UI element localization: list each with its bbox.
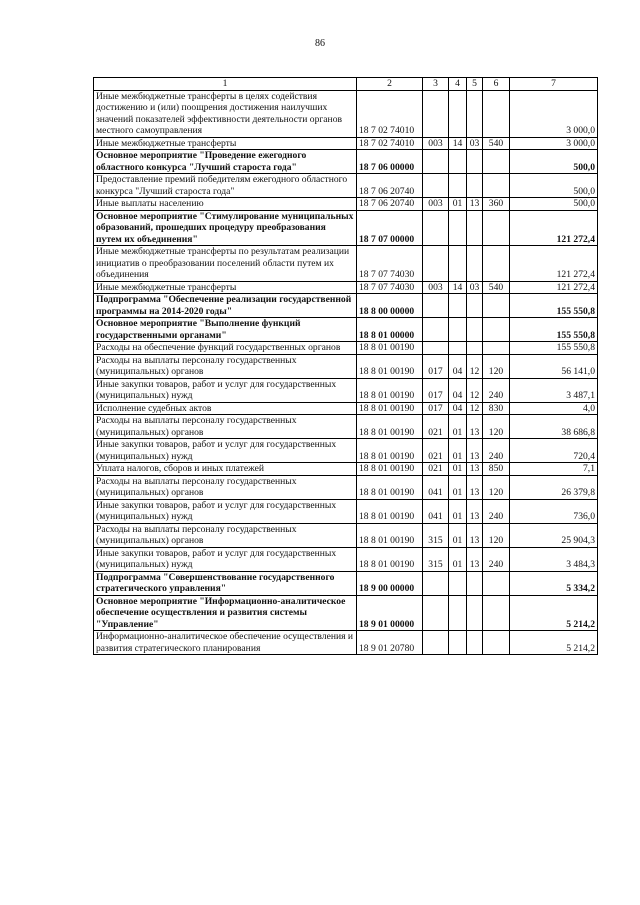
row-subsection [467,90,483,137]
row-section: 04 [449,402,467,415]
row-name: Предоставление премий победителям ежегодного областного конкурса "Лучший староста года" [94,174,357,198]
row-name: Расходы на выплаты персоналу государственных (муниципальных) органов [94,475,357,499]
row-amount: 5 334,2 [510,571,598,595]
row-expense-type [483,318,510,342]
row-name: Иные закупки товаров, работ и услуг для государственных (муниципальных) нужд [94,378,357,402]
row-ministry-code: 315 [423,547,449,571]
header-row [94,78,598,91]
row-name: Основное мероприятие "Стимулирование муниципальных образований, прошедших процедуру преобразования путем их объединения" [94,210,357,246]
header-cell: 7 [510,78,598,91]
table-row [94,463,598,476]
row-expense-type: 240 [483,439,510,463]
row-code: 18 8 01 00190 [357,499,423,523]
table-row [94,318,598,342]
row-amount: 5 214,2 [510,595,598,631]
row-expense-type [483,631,510,655]
row-section [449,246,467,282]
row-amount: 56 141,0 [510,354,598,378]
table-row [94,354,598,378]
table-row [94,475,598,499]
row-amount: 5 214,2 [510,631,598,655]
row-name: Подпрограмма "Совершенствование государственного стратегического управления" [94,571,357,595]
row-ministry-code: 021 [423,463,449,476]
row-subsection: 13 [467,475,483,499]
row-code: 18 8 01 00190 [357,475,423,499]
row-expense-type: 830 [483,402,510,415]
row-amount: 736,0 [510,499,598,523]
row-section: 01 [449,439,467,463]
table-row [94,499,598,523]
row-amount: 7,1 [510,463,598,476]
row-name: Уплата налогов, сборов и иных платежей [94,463,357,476]
row-name: Основное мероприятие "Выполнение функций государственными органами" [94,318,357,342]
row-expense-type: 240 [483,547,510,571]
row-amount: 121 272,4 [510,281,598,294]
row-code: 18 8 01 00190 [357,402,423,415]
row-amount: 155 550,8 [510,342,598,355]
table-row [94,246,598,282]
row-section [449,631,467,655]
table-row [94,523,598,547]
row-section [449,294,467,318]
row-ministry-code [423,342,449,355]
row-subsection: 03 [467,137,483,150]
table-row [94,294,598,318]
row-expense-type: 120 [483,523,510,547]
row-name: Иные закупки товаров, работ и услуг для государственных (муниципальных) нужд [94,499,357,523]
row-ministry-code [423,246,449,282]
row-name: Основное мероприятие "Информационно-аналитическое обеспечение осуществления и развития системы "Управление" [94,595,357,631]
row-code: 18 8 01 00190 [357,378,423,402]
row-ministry-code [423,595,449,631]
row-name: Исполнение судебных актов [94,402,357,415]
table-row [94,415,598,439]
row-code: 18 9 01 00000 [357,595,423,631]
row-name: Расходы на обеспечение функций государственных органов [94,342,357,355]
row-ministry-code: 315 [423,523,449,547]
row-expense-type [483,342,510,355]
row-section: 14 [449,137,467,150]
row-code: 18 8 01 00190 [357,547,423,571]
row-code: 18 8 01 00000 [357,318,423,342]
table-row [94,281,598,294]
row-expense-type: 360 [483,198,510,211]
row-section: 04 [449,354,467,378]
row-ministry-code: 003 [423,137,449,150]
row-code: 18 7 06 20740 [357,198,423,211]
row-subsection: 12 [467,378,483,402]
table-row [94,210,598,246]
row-name: Расходы на выплаты персоналу государственных (муниципальных) органов [94,523,357,547]
row-name: Иные межбюджетные трансферты [94,137,357,150]
row-code: 18 8 01 00190 [357,439,423,463]
table-row [94,137,598,150]
row-section: 14 [449,281,467,294]
row-ministry-code: 003 [423,281,449,294]
row-subsection [467,210,483,246]
row-subsection: 12 [467,402,483,415]
row-expense-type: 240 [483,499,510,523]
row-amount: 720,4 [510,439,598,463]
row-ministry-code [423,210,449,246]
row-name: Подпрограмма "Обеспечение реализации государственной программы на 2014-2020 годы" [94,294,357,318]
row-ministry-code: 041 [423,475,449,499]
row-code: 18 8 01 00190 [357,354,423,378]
table-row [94,595,598,631]
row-code: 18 7 07 74030 [357,281,423,294]
row-ministry-code [423,174,449,198]
row-amount: 25 904,3 [510,523,598,547]
row-ministry-code: 021 [423,415,449,439]
row-code: 18 7 07 00000 [357,210,423,246]
row-expense-type: 120 [483,354,510,378]
row-expense-type [483,210,510,246]
table-row [94,378,598,402]
row-ministry-code [423,631,449,655]
row-amount: 3 000,0 [510,137,598,150]
row-subsection: 13 [467,415,483,439]
header-cell: 4 [449,78,467,91]
row-amount: 3 487,1 [510,378,598,402]
row-section [449,318,467,342]
row-expense-type [483,246,510,282]
header-cell: 2 [357,78,423,91]
row-amount: 38 686,8 [510,415,598,439]
row-expense-type [483,150,510,174]
row-subsection: 13 [467,198,483,211]
row-section: 01 [449,463,467,476]
table-row [94,547,598,571]
row-section: 01 [449,198,467,211]
row-section: 01 [449,499,467,523]
row-ministry-code [423,318,449,342]
row-section [449,90,467,137]
row-code: 18 8 01 00190 [357,415,423,439]
row-amount: 26 379,8 [510,475,598,499]
row-code: 18 7 07 74030 [357,246,423,282]
row-code: 18 9 00 00000 [357,571,423,595]
row-section: 01 [449,475,467,499]
row-ministry-code [423,150,449,174]
row-section [449,174,467,198]
table-row [94,198,598,211]
row-section [449,150,467,174]
row-ministry-code: 003 [423,198,449,211]
row-ministry-code: 017 [423,378,449,402]
row-subsection: 13 [467,547,483,571]
row-expense-type: 120 [483,415,510,439]
row-ministry-code: 021 [423,439,449,463]
row-subsection: 13 [467,523,483,547]
row-amount: 121 272,4 [510,246,598,282]
row-expense-type: 540 [483,137,510,150]
row-expense-type [483,595,510,631]
row-code: 18 7 02 74010 [357,90,423,137]
row-expense-type: 850 [483,463,510,476]
row-code: 18 7 06 00000 [357,150,423,174]
row-subsection [467,631,483,655]
table-row [94,342,598,355]
row-ministry-code [423,294,449,318]
row-section [449,571,467,595]
row-amount: 4,0 [510,402,598,415]
header-cell: 5 [467,78,483,91]
budget-table [93,77,598,655]
row-code: 18 8 00 00000 [357,294,423,318]
row-name: Расходы на выплаты персоналу государственных (муниципальных) органов [94,354,357,378]
table-row [94,571,598,595]
row-subsection [467,174,483,198]
row-amount: 155 550,8 [510,294,598,318]
row-subsection [467,342,483,355]
row-ministry-code [423,571,449,595]
row-expense-type [483,571,510,595]
row-expense-type [483,174,510,198]
row-code: 18 8 01 00190 [357,463,423,476]
row-ministry-code: 017 [423,402,449,415]
table-row [94,174,598,198]
header-cell: 1 [94,78,357,91]
row-subsection [467,571,483,595]
row-name: Иные закупки товаров, работ и услуг для государственных (муниципальных) нужд [94,439,357,463]
table-row [94,439,598,463]
row-expense-type: 120 [483,475,510,499]
row-subsection: 12 [467,354,483,378]
row-amount: 500,0 [510,174,598,198]
row-name: Иные межбюджетные трансферты по результатам реализации инициатив о преобразовании поселений области путем их объединения [94,246,357,282]
row-expense-type [483,294,510,318]
row-code: 18 7 02 74010 [357,137,423,150]
row-name: Информационно-аналитическое обеспечение осуществления и развития стратегического планирования [94,631,357,655]
row-amount: 3 484,3 [510,547,598,571]
row-code: 18 9 01 20780 [357,631,423,655]
row-name: Иные выплаты населению [94,198,357,211]
row-ministry-code: 041 [423,499,449,523]
row-ministry-code: 017 [423,354,449,378]
row-amount: 121 272,4 [510,210,598,246]
row-name: Иные межбюджетные трансферты в целях содействия достижению и (или) поощрения достижения наилучших значений показателей эффективности деятельности органов местного самоуправления [94,90,357,137]
table-row [94,402,598,415]
row-code: 18 8 01 00190 [357,342,423,355]
row-name: Основное мероприятие "Проведение ежегодного областного конкурса "Лучший староста года" [94,150,357,174]
row-code: 18 7 06 20740 [357,174,423,198]
row-expense-type: 540 [483,281,510,294]
row-amount: 500,0 [510,198,598,211]
row-subsection: 13 [467,499,483,523]
row-expense-type: 240 [483,378,510,402]
table-row [94,150,598,174]
row-amount: 500,0 [510,150,598,174]
row-subsection [467,318,483,342]
row-subsection [467,595,483,631]
row-section [449,210,467,246]
row-code: 18 8 01 00190 [357,523,423,547]
header-cell: 6 [483,78,510,91]
row-subsection [467,294,483,318]
row-name: Расходы на выплаты персоналу государственных (муниципальных) органов [94,415,357,439]
row-subsection [467,246,483,282]
page-number: 86 [315,38,325,49]
row-ministry-code [423,90,449,137]
table-row [94,90,598,137]
row-name: Иные закупки товаров, работ и услуг для государственных (муниципальных) нужд [94,547,357,571]
row-name: Иные межбюджетные трансферты [94,281,357,294]
row-section [449,595,467,631]
row-amount: 155 550,8 [510,318,598,342]
row-subsection [467,150,483,174]
row-subsection: 13 [467,463,483,476]
table-row [94,631,598,655]
header-cell: 3 [423,78,449,91]
row-subsection: 03 [467,281,483,294]
row-expense-type [483,90,510,137]
row-amount: 3 000,0 [510,90,598,137]
row-section: 01 [449,523,467,547]
row-subsection: 13 [467,439,483,463]
row-section: 01 [449,415,467,439]
row-section: 04 [449,378,467,402]
row-section [449,342,467,355]
row-section: 01 [449,547,467,571]
